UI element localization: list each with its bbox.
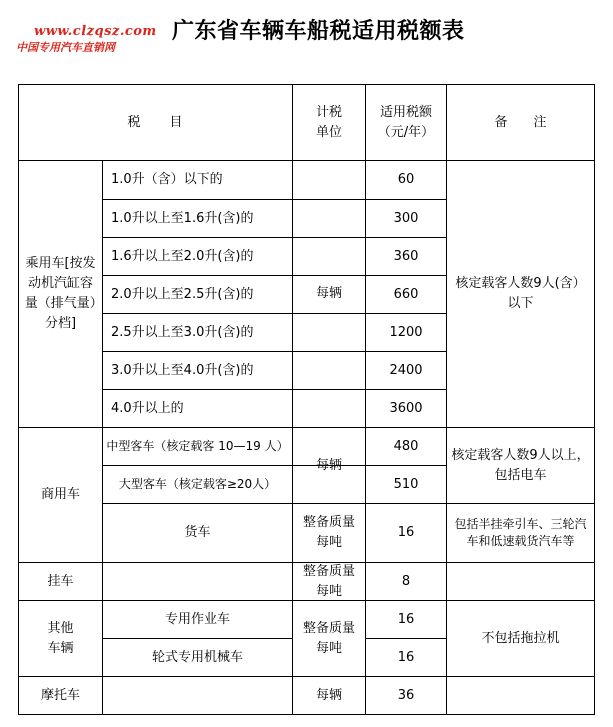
other-note: 不包括拖拉机: [481, 630, 560, 646]
page-title: 广东省车辆车船税适用税额表: [172, 19, 465, 44]
bus-row-rate: 480: [393, 438, 419, 454]
header-item: 税 目: [127, 114, 184, 130]
motorcycle-category: 摩托车: [40, 687, 80, 703]
passenger-row-label: 1.0升以上至1.6升(含)的: [111, 210, 254, 226]
passenger-row-label: 1.0升（含）以下的: [111, 172, 223, 187]
bus-row-label: 大型客车（核定载客≥20人）: [118, 477, 277, 491]
truck-note: 包括半挂牵引车、三轮汽车和低速载货汽车等: [454, 517, 587, 548]
truck-unit: 整备质量 每吨: [302, 515, 355, 550]
watermark-url: www.clzqsz.com: [34, 24, 157, 39]
bus-unit: 每辆: [315, 457, 342, 473]
bus-note: 核定载客人数9人以上，包括电车: [451, 447, 590, 483]
other-row-label: 专用作业车: [164, 611, 230, 627]
bus-row-label: 中型客车（核定载客 10—19 人）: [106, 439, 289, 453]
truck-label: 货车: [184, 525, 211, 540]
passenger-unit: 每辆: [315, 286, 342, 301]
other-unit: 整备质量 每吨: [302, 620, 355, 656]
passenger-row-rate: 2400: [389, 362, 423, 378]
commercial-category: 商用车: [40, 487, 80, 502]
passenger-row-rate: 3600: [389, 400, 423, 416]
trailer-category: 挂车: [47, 573, 74, 589]
passenger-row-rate: 360: [393, 248, 419, 264]
header-rate: 适用税额 （元/年）: [377, 104, 435, 140]
header-unit: 计税 单位: [315, 104, 342, 140]
passenger-row-label: 3.0升以上至4.0升(含)的: [111, 362, 254, 378]
passenger-row-rate: 660: [393, 286, 419, 302]
bus-row-rate: 510: [393, 476, 419, 492]
passenger-row-label: 4.0升以上的: [111, 400, 184, 416]
watermark-site-name: 中国专用汽车直销网: [16, 41, 115, 54]
trailer-unit: 整备质量 每吨: [302, 563, 355, 599]
header-note: 备 注: [494, 114, 547, 130]
motorcycle-unit: 每辆: [315, 687, 342, 703]
truck-rate: 16: [397, 525, 415, 540]
other-row-label: 轮式专用机械车: [151, 649, 243, 665]
passenger-category: 乘用车[按发动机汽缸容量（排气量）分档]: [24, 256, 97, 331]
passenger-row-rate: 300: [393, 210, 419, 226]
motorcycle-rate: 36: [397, 687, 415, 703]
passenger-row-label: 1.6升以上至2.0升(含)的: [111, 248, 254, 264]
passenger-row-rate: 1200: [389, 324, 423, 340]
passenger-note: 核定载客人数9人(含）以下: [455, 276, 586, 311]
other-category: 其他 车辆: [47, 620, 74, 656]
other-row-rate: 16: [397, 611, 415, 627]
passenger-row-label: 2.5升以上至3.0升(含)的: [111, 324, 254, 340]
passenger-row-label: 2.0升以上至2.5升(含)的: [111, 286, 254, 302]
passenger-row-rate: 60: [397, 172, 415, 187]
other-row-rate: 16: [397, 649, 415, 665]
trailer-rate: 8: [401, 573, 411, 589]
